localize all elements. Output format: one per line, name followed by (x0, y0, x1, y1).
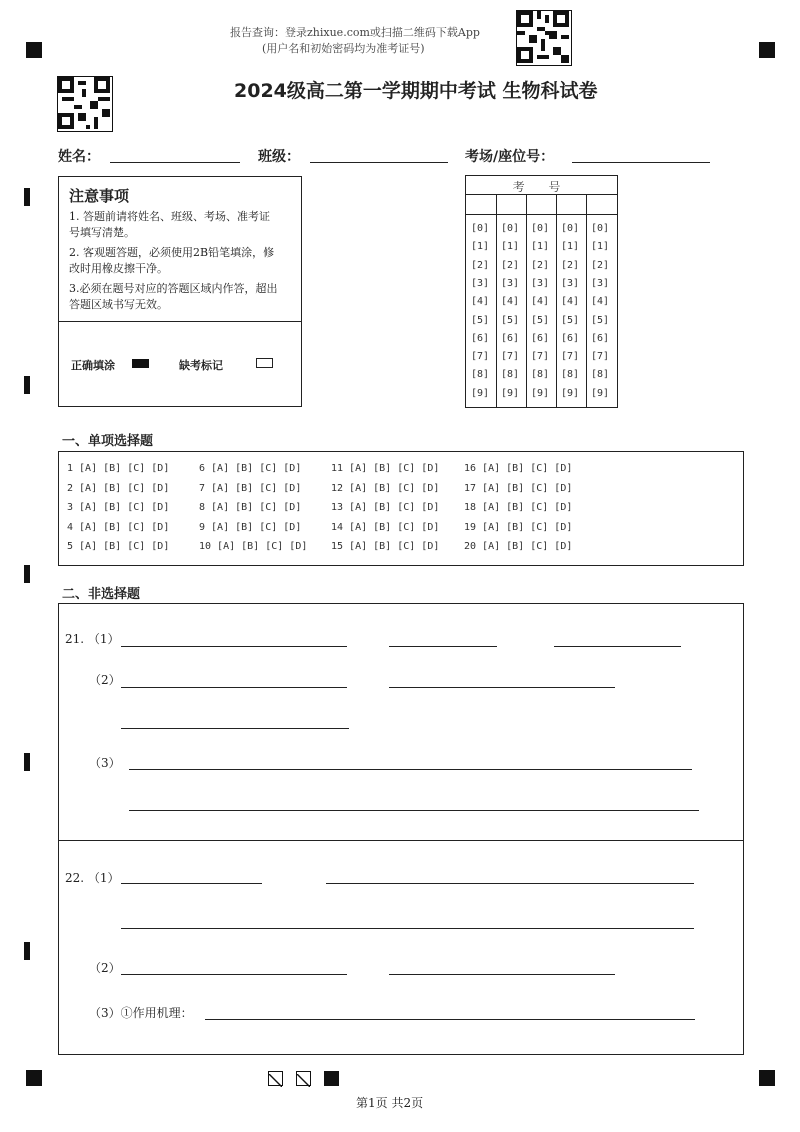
qr-code-icon (516, 10, 572, 66)
notice-line: 答题区域书写无效。 (69, 298, 168, 311)
exam-digit-bubble[interactable]: [9] (591, 387, 610, 399)
exam-digit-bubble[interactable]: [6] (591, 332, 610, 344)
exam-digit-bubble[interactable]: [0] (501, 223, 520, 234)
answer-line[interactable] (129, 810, 699, 811)
exam-digit-bubble[interactable]: [5] (531, 314, 550, 326)
side-mark (24, 188, 30, 206)
exam-digit-bubble[interactable]: [9] (531, 387, 550, 399)
section-heading-non-choice: 二、非选择题 (62, 587, 141, 602)
exam-digit-bubble[interactable]: [7] (531, 351, 550, 363)
choice-question-row[interactable]: 12 [A] [B] [C] [D] (331, 482, 440, 494)
divider (466, 194, 617, 195)
side-mark (24, 565, 30, 583)
choice-question-row[interactable]: 18 [A] [B] [C] [D] (464, 502, 573, 513)
divider (586, 195, 587, 407)
exam-digit-bubble[interactable]: [3] (561, 277, 580, 289)
exam-digit-bubble[interactable]: [4] (591, 296, 610, 308)
answer-line[interactable] (554, 646, 681, 647)
corner-mark-top-right (759, 42, 775, 58)
exam-digit-bubble[interactable]: [4] (561, 296, 580, 308)
exam-digit-bubble[interactable]: [5] (471, 314, 490, 326)
exam-digit-bubble[interactable]: [7] (561, 351, 580, 363)
corner-mark-top-left (26, 42, 42, 58)
answer-line[interactable] (121, 928, 694, 929)
divider (466, 214, 617, 215)
legend-absent-label: 缺考标记 (179, 359, 223, 372)
name-label: 姓名： (58, 149, 100, 165)
notice-line: 改时用橡皮擦干净。 (69, 262, 168, 275)
exam-digit-bubble[interactable]: [6] (561, 332, 580, 344)
exam-digit-bubble[interactable]: [4] (501, 296, 520, 308)
answer-line[interactable] (389, 687, 615, 688)
exam-digit-bubble[interactable]: [3] (501, 277, 520, 289)
choice-question-row[interactable]: 14 [A] [B] [C] [D] (331, 521, 440, 533)
question-21-box (58, 603, 744, 841)
exam-digit-bubble[interactable]: [3] (531, 277, 550, 289)
qr-code-icon (57, 76, 113, 132)
exam-digit-bubble[interactable]: [8] (561, 369, 580, 381)
exam-digit-bubble[interactable]: [8] (591, 369, 610, 381)
choice-question-row[interactable]: 20 [A] [B] [C] [D] (464, 541, 573, 552)
exam-digit-bubble[interactable]: [4] (471, 296, 490, 308)
exam-digit-bubble[interactable]: [0] (471, 223, 490, 234)
exam-digit-bubble[interactable]: [1] (531, 241, 550, 253)
crossed-box-icon (268, 1071, 283, 1086)
exam-digit-bubble[interactable]: [8] (531, 369, 550, 381)
notice-line: 2. 客观题答题，必须使用2B铅笔填涂，修 (69, 246, 275, 259)
q22-part1-label: 22. （1） (65, 871, 120, 885)
choice-question-row[interactable]: 10 [A] [B] [C] [D] (199, 541, 308, 552)
q22-part3-label: （3）①作用机理： (89, 1006, 193, 1020)
choice-question-row[interactable]: 8 [A] [B] [C] [D] (199, 502, 302, 513)
exam-digit-bubble[interactable]: [7] (501, 351, 520, 363)
exam-digit-bubble[interactable]: [2] (501, 259, 520, 271)
exam-digit-bubble[interactable]: [0] (591, 223, 610, 234)
exam-digit-bubble[interactable]: [3] (591, 277, 610, 289)
q21-part1-label: 21. （1） (65, 632, 120, 646)
divider (59, 321, 301, 322)
exam-digit-bubble[interactable]: [8] (471, 369, 490, 381)
side-mark (24, 753, 30, 771)
exam-digit-bubble[interactable]: [2] (561, 259, 580, 271)
answer-line[interactable] (121, 728, 349, 729)
report-query-text: 报告查询：登录zhixue.com或扫描二维码下载App (230, 26, 480, 39)
choice-question-row[interactable]: 19 [A] [B] [C] [D] (464, 521, 573, 533)
choice-question-row[interactable]: 13 [A] [B] [C] [D] (331, 502, 440, 513)
answer-line[interactable] (205, 1019, 695, 1020)
exam-digit-bubble[interactable]: [5] (591, 314, 610, 326)
choice-question-row[interactable]: 4 [A] [B] [C] [D] (67, 521, 170, 533)
section-heading-multiple-choice: 一、单项选择题 (62, 434, 154, 449)
exam-digit-bubble[interactable]: [0] (561, 223, 580, 234)
answer-line[interactable] (121, 687, 347, 688)
choice-question-row[interactable]: 2 [A] [B] [C] [D] (67, 482, 170, 494)
page-title: 2024级高二第一学期期中考试 生物科试卷 (234, 80, 598, 102)
side-mark (24, 376, 30, 394)
exam-digit-bubble[interactable]: [1] (471, 241, 490, 253)
answer-line[interactable] (389, 646, 497, 647)
legend-correct-label: 正确填涂 (71, 359, 115, 372)
exam-digit-bubble[interactable]: [4] (531, 296, 550, 308)
exam-digit-bubble[interactable]: [2] (471, 259, 490, 271)
name-field[interactable] (110, 162, 240, 163)
seat-field[interactable] (572, 162, 710, 163)
exam-digit-bubble[interactable]: [6] (531, 332, 550, 344)
choice-question-row[interactable]: 5 [A] [B] [C] [D] (67, 541, 170, 552)
multiple-choice-box (58, 451, 744, 566)
exam-digit-bubble[interactable]: [1] (561, 241, 580, 253)
exam-digit-bubble[interactable]: [1] (591, 241, 610, 253)
q21-part3-label: （3） (89, 756, 121, 770)
choice-question-row[interactable]: 6 [A] [B] [C] [D] (199, 463, 302, 474)
exam-digit-bubble[interactable]: [5] (501, 314, 520, 326)
q22-part2-label: （2） (89, 961, 121, 975)
side-mark (24, 942, 30, 960)
choice-question-row[interactable]: 3 [A] [B] [C] [D] (67, 502, 170, 513)
exam-digit-bubble[interactable]: [7] (591, 351, 610, 363)
filled-mark-icon (132, 359, 149, 368)
notice-title: 注意事项 (69, 187, 130, 205)
answer-line[interactable] (326, 883, 694, 884)
exam-number-title: 考 号 (512, 180, 571, 194)
exam-digit-bubble[interactable]: [3] (471, 277, 490, 289)
exam-digit-bubble[interactable]: [9] (471, 387, 490, 399)
seat-label: 考场/座位号： (465, 149, 555, 165)
choice-question-row[interactable]: 1 [A] [B] [C] [D] (67, 463, 170, 474)
answer-line[interactable] (389, 974, 615, 975)
divider (556, 195, 557, 407)
choice-question-row[interactable]: 11 [A] [B] [C] [D] (331, 463, 440, 474)
exam-digit-bubble[interactable]: [0] (531, 223, 550, 234)
crossed-box-icon (296, 1071, 311, 1086)
answer-line[interactable] (121, 646, 347, 647)
exam-digit-bubble[interactable]: [7] (471, 351, 490, 363)
answer-line[interactable] (121, 883, 262, 884)
exam-digit-bubble[interactable]: [8] (501, 369, 520, 381)
corner-mark-bottom-left (26, 1070, 42, 1086)
exam-digit-bubble[interactable]: [9] (561, 387, 580, 399)
exam-digit-bubble[interactable]: [6] (471, 332, 490, 344)
divider (526, 195, 527, 407)
notice-line: 号填写清楚。 (69, 226, 135, 239)
answer-line[interactable] (121, 974, 347, 975)
exam-digit-bubble[interactable]: [1] (501, 241, 520, 253)
corner-mark-bottom-right (759, 1070, 775, 1086)
class-field[interactable] (310, 162, 448, 163)
report-query-note: (用户名和初始密码均为准考证号) (262, 42, 425, 55)
answer-line[interactable] (129, 769, 692, 770)
exam-digit-bubble[interactable]: [2] (591, 259, 610, 271)
question-22-box (58, 840, 744, 1055)
q21-part2-label: （2） (89, 673, 121, 687)
divider (496, 195, 497, 407)
exam-digit-bubble[interactable]: [2] (531, 259, 550, 271)
absent-mark-checkbox[interactable] (256, 358, 273, 368)
exam-digit-bubble[interactable]: [6] (501, 332, 520, 344)
exam-digit-bubble[interactable]: [5] (561, 314, 580, 326)
choice-question-row[interactable]: 17 [A] [B] [C] [D] (464, 482, 573, 494)
page-number: 第1页 共2页 (356, 1096, 424, 1110)
exam-digit-bubble[interactable]: [9] (501, 387, 520, 399)
filled-box-icon (324, 1071, 339, 1086)
notice-line: 1. 答题前请将姓名、班级、考场、准考证 (69, 210, 270, 223)
choice-question-row[interactable]: 15 [A] [B] [C] [D] (331, 541, 440, 552)
exam-number-box (465, 175, 618, 408)
choice-question-row[interactable]: 9 [A] [B] [C] [D] (199, 521, 302, 533)
class-label: 班级： (258, 149, 300, 165)
notice-box (58, 176, 302, 407)
notice-line: 3.必须在题号对应的答题区域内作答，超出 (69, 282, 278, 295)
choice-question-row[interactable]: 16 [A] [B] [C] [D] (464, 463, 573, 474)
choice-question-row[interactable]: 7 [A] [B] [C] [D] (199, 482, 302, 494)
